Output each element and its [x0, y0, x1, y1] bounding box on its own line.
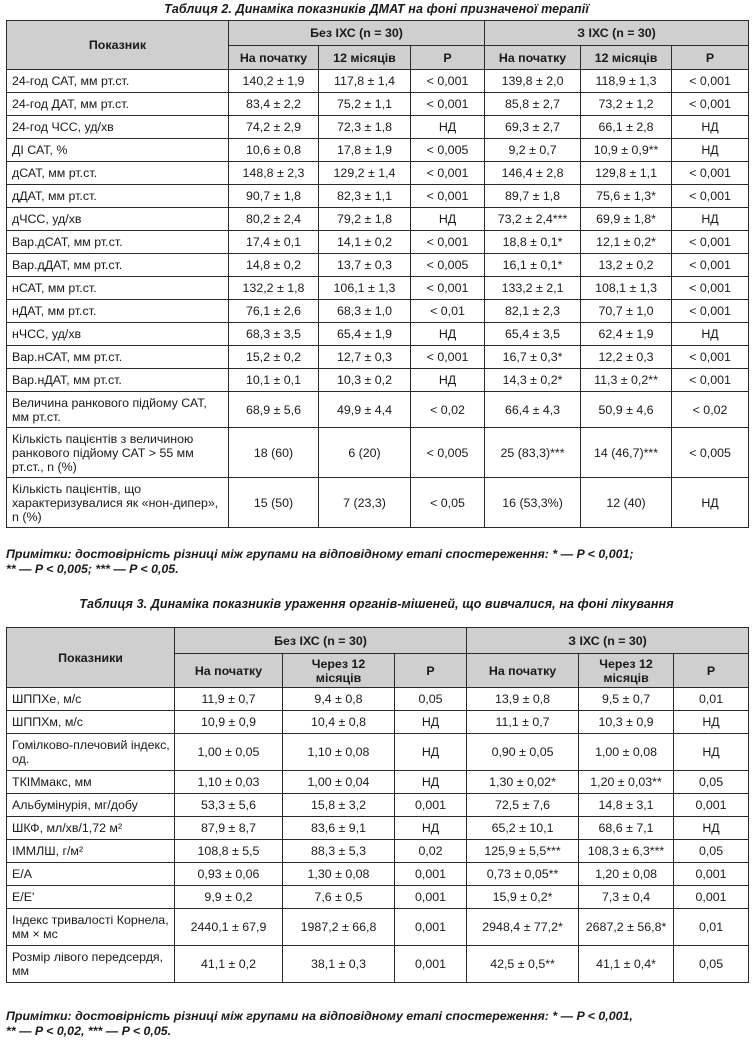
table-cell: 117,8 ± 1,4 — [319, 70, 411, 93]
table-cell: НД — [674, 817, 749, 840]
table-cell: НД — [672, 208, 749, 231]
table-cell: 66,4 ± 4,3 — [485, 392, 581, 428]
table-cell: 0,01 — [674, 909, 749, 946]
table-cell: 12,7 ± 0,3 — [319, 346, 411, 369]
table-cell: 0,05 — [674, 840, 749, 863]
header-group-ihd: З ІХС (n = 30) — [467, 628, 749, 654]
table-cell: 10,6 ± 0,8 — [229, 139, 319, 162]
table-cell: < 0,001 — [672, 231, 749, 254]
table-cell: 125,9 ± 5,5*** — [467, 840, 579, 863]
row-label: Кількість пацієнтів, що характеризувалися як «нон-дипер», n (%) — [7, 478, 229, 528]
table-cell: < 0,005 — [411, 254, 485, 277]
table-cell: < 0,001 — [411, 231, 485, 254]
table-cell: 15,2 ± 0,2 — [229, 346, 319, 369]
table-cell: 41,1 ± 0,4* — [579, 946, 674, 983]
row-label: дСАТ, мм рт.ст. — [7, 162, 229, 185]
table-cell: НД — [395, 711, 467, 734]
table-cell: 139,8 ± 2,0 — [485, 70, 581, 93]
table-cell: 69,9 ± 1,8* — [581, 208, 672, 231]
table-cell: 14 (46,7)*** — [581, 428, 672, 478]
row-label: 24-год ЧСС, уд/хв — [7, 116, 229, 139]
table-cell: < 0,001 — [411, 162, 485, 185]
table3-caption: Таблиця 3. Динаміка показників ураження органів-мішеней, що вивчалися, на фоні лікування — [79, 597, 674, 611]
table-cell: < 0,005 — [672, 428, 749, 478]
table-row — [7, 688, 749, 711]
table-cell: < 0,02 — [672, 392, 749, 428]
table-cell: 16,1 ± 0,1* — [485, 254, 581, 277]
table-cell: 2687,2 ± 56,8* — [579, 909, 674, 946]
table-cell: 74,2 ± 2,9 — [229, 116, 319, 139]
table-cell: 83,4 ± 2,2 — [229, 93, 319, 116]
table-cell: 72,3 ± 1,8 — [319, 116, 411, 139]
table-cell: НД — [395, 817, 467, 840]
table-row — [7, 369, 749, 392]
table-cell: 82,1 ± 2,3 — [485, 300, 581, 323]
subheader-cell: Через 12 місяців — [579, 654, 674, 688]
table-cell: 75,2 ± 1,1 — [319, 93, 411, 116]
table-cell: НД — [672, 323, 749, 346]
table-cell: 118,9 ± 1,3 — [581, 70, 672, 93]
row-label: Вар.нСАТ, мм рт.ст. — [7, 346, 229, 369]
subheader-cell: На початку — [175, 654, 283, 688]
table-cell: 108,1 ± 1,3 — [581, 277, 672, 300]
table-cell: < 0,001 — [672, 277, 749, 300]
table-cell: 140,2 ± 1,9 — [229, 70, 319, 93]
table-cell: 0,001 — [674, 863, 749, 886]
table-cell: 13,9 ± 0,8 — [467, 688, 579, 711]
table-cell: 0,05 — [674, 771, 749, 794]
table-cell: 16 (53,3%) — [485, 478, 581, 528]
subheader-cell: На початку — [485, 46, 581, 70]
table-cell: 80,2 ± 2,4 — [229, 208, 319, 231]
table-row — [7, 392, 749, 428]
table-cell: 0,02 — [395, 840, 467, 863]
table-cell: 66,1 ± 2,8 — [581, 116, 672, 139]
table-cell: 0,001 — [674, 794, 749, 817]
table-cell: < 0,001 — [672, 346, 749, 369]
row-label: 24-год ДАТ, мм рт.ст. — [7, 93, 229, 116]
table-row — [7, 346, 749, 369]
table-cell: 41,1 ± 0,2 — [175, 946, 283, 983]
table-cell: 89,7 ± 1,8 — [485, 185, 581, 208]
table2-note-line1: Примітки: достовірність різниці між групами на відповідному етапі спостереження: * — P < 0,001; — [6, 547, 634, 561]
table-cell: 9,5 ± 0,7 — [579, 688, 674, 711]
table-cell: 87,9 ± 8,7 — [175, 817, 283, 840]
table-cell: 15 (50) — [229, 478, 319, 528]
table-cell: 49,9 ± 4,4 — [319, 392, 411, 428]
header-indicator: Показник — [7, 21, 229, 70]
table-cell: 73,2 ± 1,2 — [581, 93, 672, 116]
table-row — [7, 946, 749, 983]
table-row — [7, 886, 749, 909]
subheader-cell: P — [411, 46, 485, 70]
table2-caption: Таблиця 2. Динаміка показників ДМАТ на фоні призначеної терапії — [164, 2, 589, 16]
table-cell: НД — [395, 734, 467, 771]
table-cell: 108,8 ± 5,5 — [175, 840, 283, 863]
table-cell: 1,00 ± 0,08 — [579, 734, 674, 771]
table2-note — [6, 547, 748, 577]
subheader-cell: 12 місяців — [581, 46, 672, 70]
table-cell: 7,6 ± 0,5 — [283, 886, 395, 909]
table-cell: 9,2 ± 0,7 — [485, 139, 581, 162]
table-cell: 11,3 ± 0,2** — [581, 369, 672, 392]
subheader-cell: P — [674, 654, 749, 688]
table-cell: < 0,001 — [411, 70, 485, 93]
table-cell: 14,1 ± 0,2 — [319, 231, 411, 254]
table-row — [7, 771, 749, 794]
table-cell: 0,001 — [395, 946, 467, 983]
row-label: нЧСС, уд/хв — [7, 323, 229, 346]
table-cell: 12,1 ± 0,2* — [581, 231, 672, 254]
table-cell: 82,3 ± 1,1 — [319, 185, 411, 208]
table-cell: НД — [672, 139, 749, 162]
table-cell: 1,20 ± 0,03** — [579, 771, 674, 794]
table-cell: 7,3 ± 0,4 — [579, 886, 674, 909]
table-cell: 0,001 — [674, 886, 749, 909]
table-cell: 1,10 ± 0,03 — [175, 771, 283, 794]
table-cell: 17,8 ± 1,9 — [319, 139, 411, 162]
table-cell: 65,2 ± 10,1 — [467, 817, 579, 840]
row-label: Гомілково-плечовий індекс, од. — [7, 734, 175, 771]
table-cell: 76,1 ± 2,6 — [229, 300, 319, 323]
table-cell: 15,9 ± 0,2* — [467, 886, 579, 909]
table-cell: 0,90 ± 0,05 — [467, 734, 579, 771]
table-cell: 0,73 ± 0,05** — [467, 863, 579, 886]
table-cell: 10,9 ± 0,9 — [175, 711, 283, 734]
table-row — [7, 93, 749, 116]
table-cell: < 0,001 — [672, 162, 749, 185]
table-cell: 0,001 — [395, 863, 467, 886]
table-cell: 108,3 ± 6,3*** — [579, 840, 674, 863]
table-cell: НД — [395, 771, 467, 794]
table-row — [7, 185, 749, 208]
row-label: Е/Е' — [7, 886, 175, 909]
subheader-cell: 12 місяців — [319, 46, 411, 70]
table-cell: 2948,4 ± 77,2* — [467, 909, 579, 946]
header-group-no-ihd: Без ІХС (n = 30) — [229, 21, 485, 46]
table3-note-line2: ** — P < 0,02, *** — P < 0,05. — [6, 1024, 172, 1038]
table-row — [7, 277, 749, 300]
table-row — [7, 794, 749, 817]
table-cell: 14,8 ± 3,1 — [579, 794, 674, 817]
row-label: Вар.нДАТ, мм рт.ст. — [7, 369, 229, 392]
table-cell: 11,1 ± 0,7 — [467, 711, 579, 734]
table-row — [7, 70, 749, 93]
table-cell: 133,2 ± 2,1 — [485, 277, 581, 300]
subheader-cell: Через 12 місяців — [283, 654, 395, 688]
header-group-no-ihd: Без ІХС (n = 30) — [175, 628, 467, 654]
subheader-cell: P — [672, 46, 749, 70]
table-cell: 0,93 ± 0,06 — [175, 863, 283, 886]
table-cell: 1,20 ± 0,08 — [579, 863, 674, 886]
table-cell: НД — [672, 478, 749, 528]
table-cell: 83,6 ± 9,1 — [283, 817, 395, 840]
table-cell: 62,4 ± 1,9 — [581, 323, 672, 346]
table-cell: 10,1 ± 0,1 — [229, 369, 319, 392]
table-cell: 14,8 ± 0,2 — [229, 254, 319, 277]
table-cell: < 0,001 — [672, 93, 749, 116]
row-label: Розмір лівого передсердя, мм — [7, 946, 175, 983]
row-label: ІММЛШ, г/м² — [7, 840, 175, 863]
table-cell: 18,8 ± 0,1* — [485, 231, 581, 254]
table-cell: 15,8 ± 3,2 — [283, 794, 395, 817]
table-cell: 1,30 ± 0,08 — [283, 863, 395, 886]
table-cell: 75,6 ± 1,3* — [581, 185, 672, 208]
table-row — [7, 711, 749, 734]
table-row — [7, 909, 749, 946]
table-cell: 68,9 ± 5,6 — [229, 392, 319, 428]
row-label: Кількість пацієнтів з величиною ранкового підйому САТ > 55 мм рт.ст., n (%) — [7, 428, 229, 478]
row-label: ТКІМмакс, мм — [7, 771, 175, 794]
table-row — [7, 139, 749, 162]
row-label: нДАТ, мм рт.ст. — [7, 300, 229, 323]
table-cell: 12 (40) — [581, 478, 672, 528]
table-cell: НД — [411, 323, 485, 346]
table-cell: < 0,001 — [672, 185, 749, 208]
table-cell: 1,00 ± 0,04 — [283, 771, 395, 794]
table-cell: 14,3 ± 0,2* — [485, 369, 581, 392]
subheader-cell: На початку — [229, 46, 319, 70]
table-cell: < 0,001 — [672, 254, 749, 277]
table-row — [7, 231, 749, 254]
row-label: ШППХе, м/с — [7, 688, 175, 711]
table-cell: 85,8 ± 2,7 — [485, 93, 581, 116]
row-label: Індекс тривалості Корнела, мм × мс — [7, 909, 175, 946]
subheader-cell: P — [395, 654, 467, 688]
table-cell: 10,3 ± 0,9 — [579, 711, 674, 734]
table-cell: НД — [672, 116, 749, 139]
row-label: Вар.дДАТ, мм рт.ст. — [7, 254, 229, 277]
table-cell: 18 (60) — [229, 428, 319, 478]
table2 — [6, 20, 749, 528]
table-cell: 7 (23,3) — [319, 478, 411, 528]
table-cell: 68,6 ± 7,1 — [579, 817, 674, 840]
table-cell: < 0,005 — [411, 428, 485, 478]
row-label: Е/А — [7, 863, 175, 886]
table-row — [7, 208, 749, 231]
table-cell: 12,2 ± 0,3 — [581, 346, 672, 369]
table-row — [7, 428, 749, 478]
table-cell: 17,4 ± 0,1 — [229, 231, 319, 254]
table-cell: < 0,005 — [411, 139, 485, 162]
table-row — [7, 478, 749, 528]
table-cell: 16,7 ± 0,3* — [485, 346, 581, 369]
table-cell: НД — [411, 208, 485, 231]
table2-note-line2: ** — P < 0,005; *** — P < 0,05. — [6, 562, 179, 576]
table-row — [7, 817, 749, 840]
table-cell: 68,3 ± 1,0 — [319, 300, 411, 323]
table-cell: 50,9 ± 4,6 — [581, 392, 672, 428]
table-cell: 79,2 ± 1,8 — [319, 208, 411, 231]
table-cell: < 0,001 — [672, 300, 749, 323]
table-cell: НД — [411, 369, 485, 392]
table-cell: < 0,02 — [411, 392, 485, 428]
table-cell: 0,05 — [674, 946, 749, 983]
table-cell: 13,2 ± 0,2 — [581, 254, 672, 277]
table-cell: < 0,001 — [672, 369, 749, 392]
table-cell: 0,05 — [395, 688, 467, 711]
table-cell: 53,3 ± 5,6 — [175, 794, 283, 817]
table-cell: 11,9 ± 0,7 — [175, 688, 283, 711]
table-cell: 1,30 ± 0,02* — [467, 771, 579, 794]
subheader-cell: На початку — [467, 654, 579, 688]
table-row — [7, 116, 749, 139]
table-cell: 10,3 ± 0,2 — [319, 369, 411, 392]
table-cell: 88,3 ± 5,3 — [283, 840, 395, 863]
table-cell: 13,7 ± 0,3 — [319, 254, 411, 277]
table3 — [6, 627, 749, 983]
table-cell: 42,5 ± 0,5** — [467, 946, 579, 983]
table-cell: НД — [674, 734, 749, 771]
table-cell: 1,10 ± 0,08 — [283, 734, 395, 771]
row-label: 24-год САТ, мм рт.ст. — [7, 70, 229, 93]
table-cell: 70,7 ± 1,0 — [581, 300, 672, 323]
table-row — [7, 863, 749, 886]
table-cell: 73,2 ± 2,4*** — [485, 208, 581, 231]
table-cell: < 0,001 — [411, 277, 485, 300]
table-cell: 0,001 — [395, 909, 467, 946]
table-cell: 69,3 ± 2,7 — [485, 116, 581, 139]
table-cell: 148,8 ± 2,3 — [229, 162, 319, 185]
table-row — [7, 323, 749, 346]
table-cell: 6 (20) — [319, 428, 411, 478]
table-cell: 1,00 ± 0,05 — [175, 734, 283, 771]
table-row — [7, 162, 749, 185]
table-cell: 129,2 ± 1,4 — [319, 162, 411, 185]
table-row — [7, 840, 749, 863]
row-label: ШКФ, мл/хв/1,72 м² — [7, 817, 175, 840]
table-cell: 132,2 ± 1,8 — [229, 277, 319, 300]
table-cell: 65,4 ± 3,5 — [485, 323, 581, 346]
table-cell: НД — [674, 711, 749, 734]
table-cell: 1987,2 ± 66,8 — [283, 909, 395, 946]
table-cell: < 0,001 — [672, 70, 749, 93]
row-label: Альбумінурія, мг/добу — [7, 794, 175, 817]
table-cell: 2440,1 ± 67,9 — [175, 909, 283, 946]
table-cell: < 0,001 — [411, 93, 485, 116]
table-cell: 25 (83,3)*** — [485, 428, 581, 478]
table-cell: < 0,05 — [411, 478, 485, 528]
row-label: ДІ САТ, % — [7, 139, 229, 162]
table-cell: 106,1 ± 1,3 — [319, 277, 411, 300]
table-cell: 68,3 ± 3,5 — [229, 323, 319, 346]
table-row — [7, 254, 749, 277]
table-cell: 129,8 ± 1,1 — [581, 162, 672, 185]
table-cell: 9,9 ± 0,2 — [175, 886, 283, 909]
table-cell: 10,4 ± 0,8 — [283, 711, 395, 734]
table-cell: НД — [411, 116, 485, 139]
row-label: дДАТ, мм рт.ст. — [7, 185, 229, 208]
table3-note-line1: Примітки: достовірність різниці між групами на відповідному етапі спостереження: * — P < 0,001, — [6, 1009, 633, 1023]
table-cell: 0,001 — [395, 794, 467, 817]
table-cell: 38,1 ± 0,3 — [283, 946, 395, 983]
table-cell: < 0,001 — [411, 185, 485, 208]
table-row — [7, 300, 749, 323]
table-cell: 146,4 ± 2,8 — [485, 162, 581, 185]
row-label: ШППХм, м/с — [7, 711, 175, 734]
row-label: Вар.дСАТ, мм рт.ст. — [7, 231, 229, 254]
table-cell: 0,001 — [395, 886, 467, 909]
table-cell: 72,5 ± 7,6 — [467, 794, 579, 817]
header-group-ihd: З ІХС (n = 30) — [485, 21, 749, 46]
row-label: Величина ранкового підйому САТ, мм рт.ст. — [7, 392, 229, 428]
table-cell: 0,01 — [674, 688, 749, 711]
table-cell: 9,4 ± 0,8 — [283, 688, 395, 711]
table-row — [7, 734, 749, 771]
header-indicator: Показники — [7, 628, 175, 688]
table3-note — [6, 1009, 748, 1039]
row-label: дЧСС, уд/хв — [7, 208, 229, 231]
table-cell: 65,4 ± 1,9 — [319, 323, 411, 346]
row-label: нСАТ, мм рт.ст. — [7, 277, 229, 300]
table-cell: 10,9 ± 0,9** — [581, 139, 672, 162]
table-cell: 90,7 ± 1,8 — [229, 185, 319, 208]
table-cell: < 0,001 — [411, 346, 485, 369]
table-cell: < 0,01 — [411, 300, 485, 323]
